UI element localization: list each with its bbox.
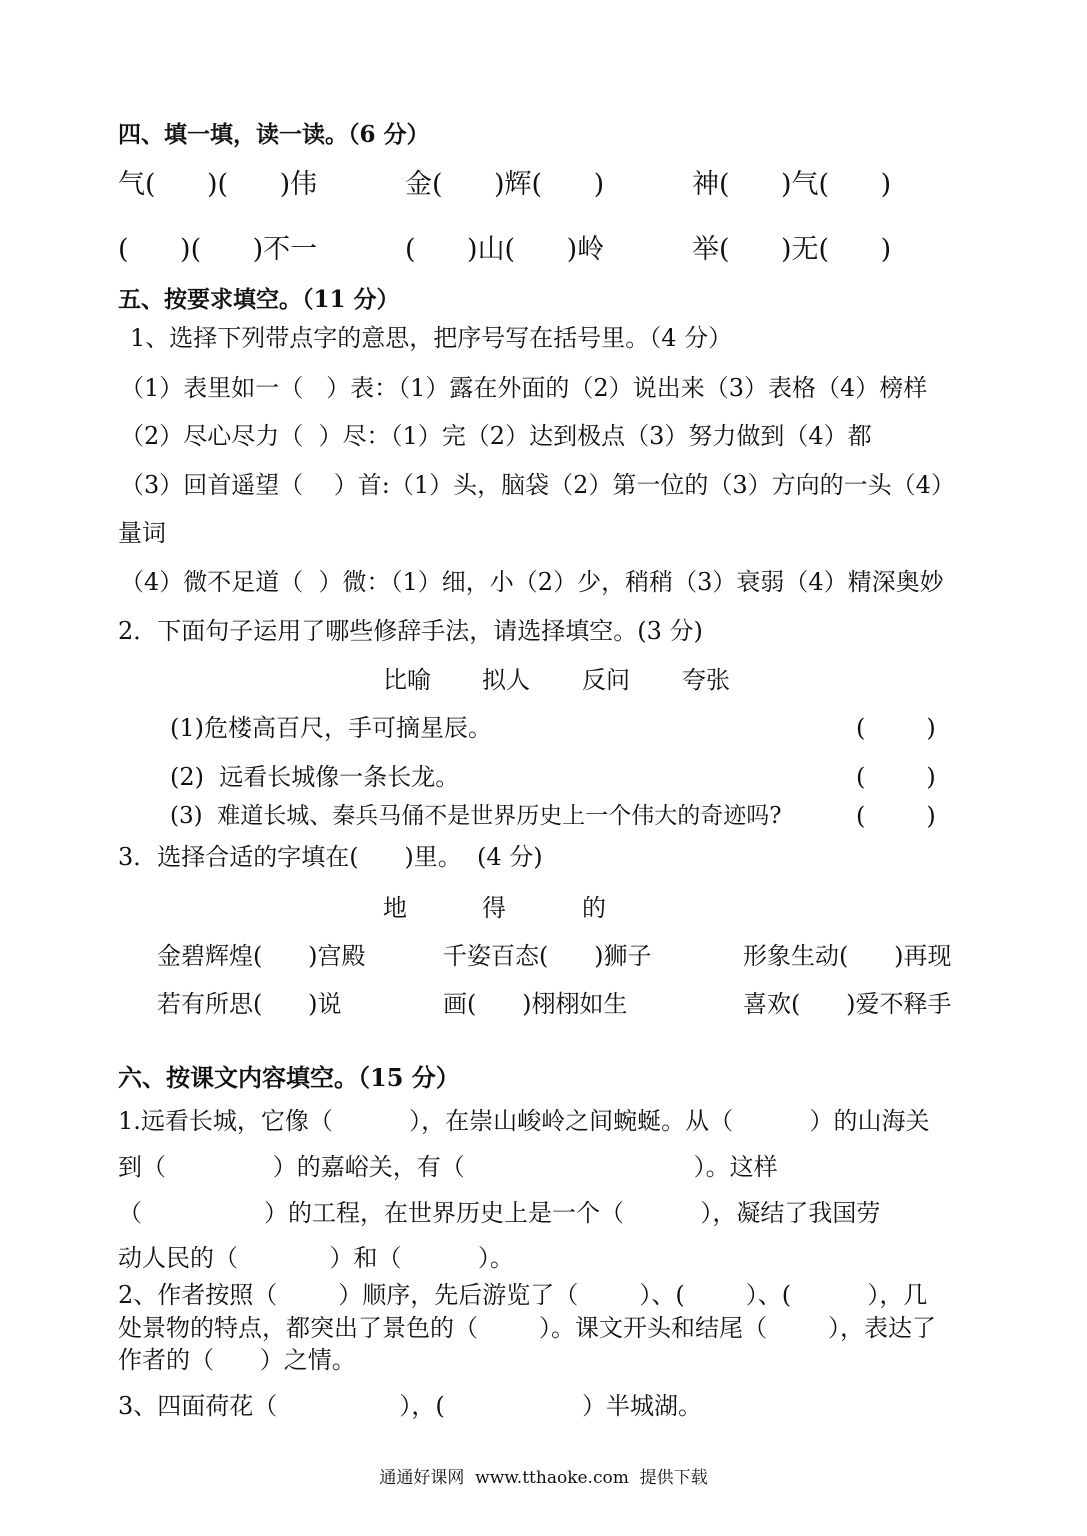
phrase-blank: 千姿百态( )狮子 [443,942,652,970]
question-title: 1、选择下列带点字的意思，把序号写在括号里。（4 分） [130,324,733,352]
rhetoric-option: 拟人 [482,666,530,694]
word-option: 得 [482,894,506,922]
word-option: 的 [582,894,606,922]
question-line: 量词 [118,519,166,547]
question-line: （2）尽心尽力（ ）尽：（1）完（2）达到极点（3）努力做到（4）都 [120,422,872,450]
rhetoric-option: 比喻 [383,666,431,694]
section-6-title: 六、按课文内容填空。（15 分） [118,1063,460,1092]
answer-blank: ( ) [856,714,936,742]
question-line: （4）微不足道（ ）微：（1）细，小（2）少，稍稍（3）衰弱（4）精深奥妙 [120,568,944,596]
section-5-title: 五、按要求填空。（11 分） [118,286,400,313]
idiom-blank: ( )山( )岭 [405,234,605,265]
answer-blank: ( ) [856,763,936,791]
cloze-line: （ ）的工程，在世界历史上是一个（ ），凝结了我国劳 [118,1199,881,1227]
idiom-blank: 举( )无( ) [692,234,892,265]
rhetoric-option: 反问 [582,666,630,694]
sentence-item: (2) 远看长城像一条长龙。 [170,763,460,791]
cloze-line: 动人民的（ ）和（ ）。 [118,1244,514,1272]
rhetoric-option: 夸张 [682,666,730,694]
phrase-blank: 画( )栩栩如生 [443,990,628,1018]
sentence-item: (1)危楼高百尺，手可摘星辰。 [170,714,492,742]
cloze-line: 处景物的特点，都突出了景色的（ ）。课文开头和结尾（ ），表达了 [118,1314,937,1342]
section-4-title: 四、填一填，读一读。（6 分） [118,121,430,148]
idiom-blank: 金( )辉( ) [405,169,605,200]
phrase-blank: 若有所思( )说 [157,990,342,1018]
question-title: 2．下面句子运用了哪些修辞手法，请选择填空。(3 分) [118,617,703,645]
question-line: （3）回首遥望（ ）首:（1）头，脑袋（2）第一位的（3）方向的一头（4） [120,471,955,499]
sentence-item: (3) 难道长城、秦兵马俑不是世界历史上一个伟大的奇迹吗? [170,803,782,829]
question-line: （1）表里如一（ ）表：（1）露在外面的（2）说出来（3）表格（4）榜样 [120,374,928,402]
page-footer: 通通好课网 www.tthaoke.com 提供下载 [379,1468,708,1488]
cloze-line: 2、作者按照（ ）顺序，先后游览了（ ）、( ）、( ），几 [118,1281,928,1309]
phrase-blank: 形象生动( )再现 [743,942,952,970]
idiom-blank: 气( )( )伟 [118,169,318,200]
answer-blank: ( ) [856,802,936,830]
cloze-line: 作者的（ ）之情。 [118,1346,356,1374]
idiom-blank: ( )( )不一 [118,234,318,265]
phrase-blank: 喜欢( )爱不释手 [743,990,952,1018]
cloze-line: 3、四面荷花（ ），( ）半城湖。 [118,1392,703,1420]
idiom-blank: 神( )气( ) [692,169,892,200]
phrase-blank: 金碧辉煌( )宫殿 [157,942,366,970]
question-title: 3．选择合适的字填在( )里。 (4 分) [118,843,543,871]
cloze-line: 1.远看长城，它像（ ），在崇山峻岭之间蜿蜒。从（ ）的山海关 [118,1107,930,1135]
word-option: 地 [383,894,407,922]
cloze-line: 到（ ）的嘉峪关，有（ ）。这样 [118,1153,778,1181]
